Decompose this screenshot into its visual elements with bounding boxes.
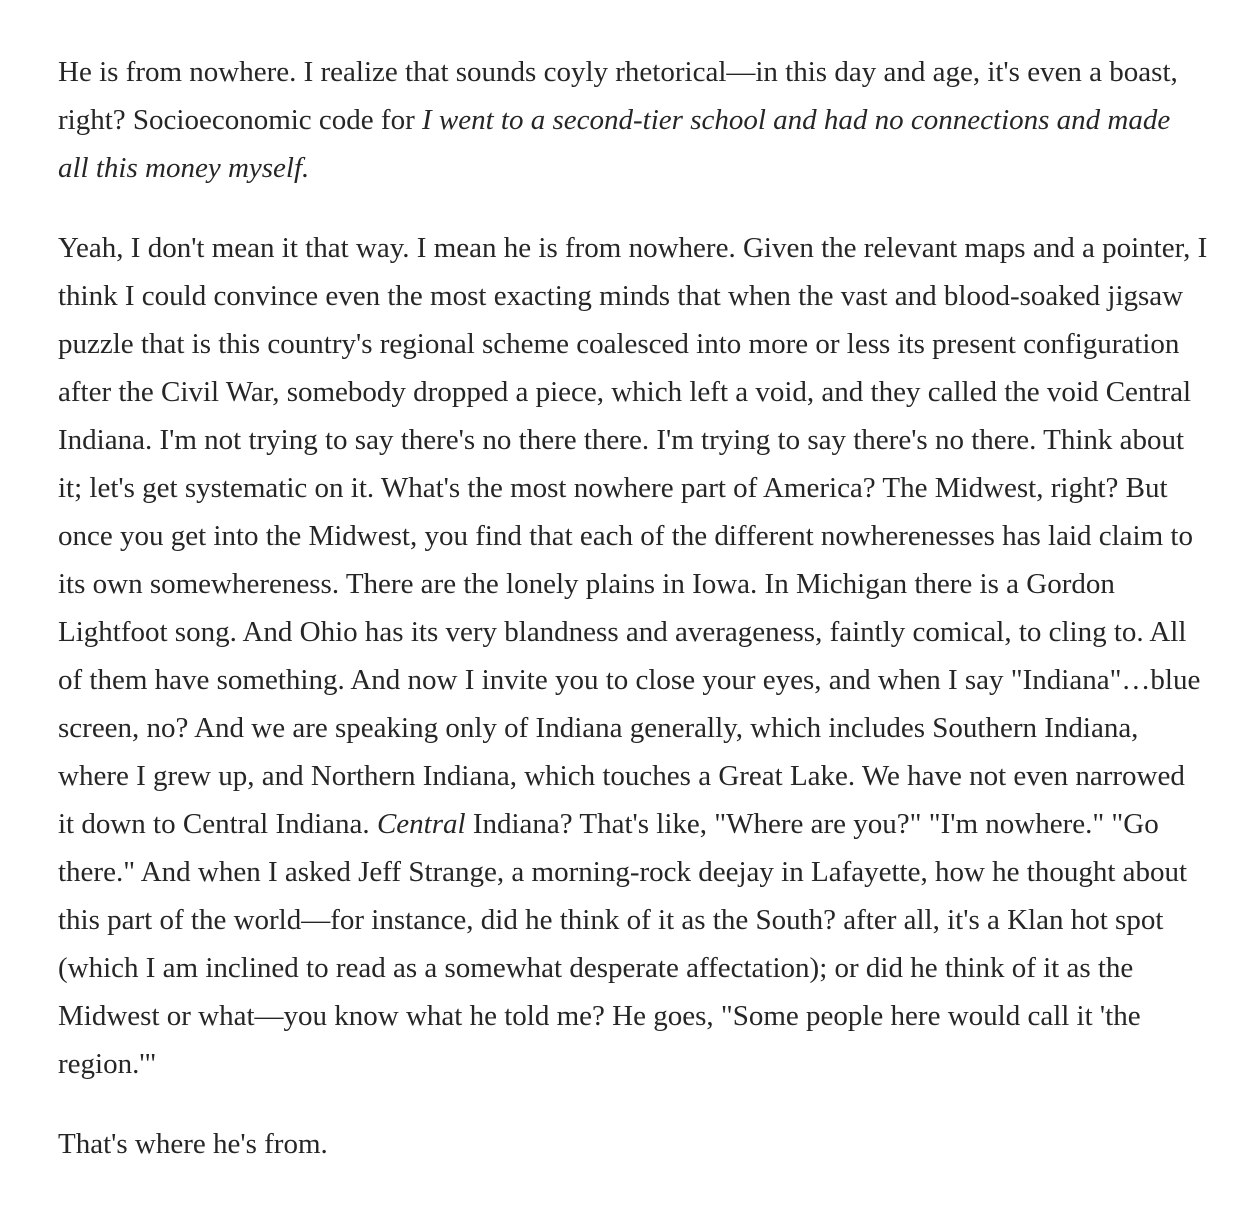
paragraph-3-text: That's where he's from. <box>58 1128 328 1160</box>
paragraph-2 <box>58 224 1208 1088</box>
paragraph-2-text-a: Yeah, I don't mean it that way. I mean he is from nowhere. Given the relevant maps and a pointer, I think I could convince even the most exacting minds that when the vast and blood-soaked jigsaw puzzle that is this country's regional scheme coalesced into more or less its present configuration after the Civil War, somebody dropped a piece, which left a void, and they called the void Central Indiana. I'm not trying to say there's no there there. I'm trying to say there's no there. Think about it; let's get systematic on it. What's the most nowhere part of America? The Midwest, right? But once you get into the Midwest, you find that each of the different nowherenesses has laid claim to its own somewhereness. There are the lonely plains in Iowa. In Michigan there is a Gordon Lightfoot song. And Ohio has its very blandness and averageness, faintly comical, to cling to. All of them have something. And now I invite you to close your eyes, and when I say "Indiana"…blue screen, no? And we are speaking only of Indiana generally, which includes Southern Indiana, where I grew up, and Northern Indiana, which touches a Great Lake. We have not even narrowed it down to Central Indiana. <box>58 232 1208 840</box>
paragraph-1-italic: I went to a second-tier school and had no connections and made all this money myself. <box>58 104 1171 184</box>
paragraph-1 <box>58 48 1208 192</box>
article-body <box>58 48 1208 1168</box>
paragraph-1-text: He is from nowhere. I realize that sounds coyly rhetorical—in this day and age, it's even a boast, right? Socioeconomic code for <box>58 56 1178 136</box>
paragraph-2-text-b: Indiana? That's like, "Where are you?" "I'm nowhere." "Go there." And when I asked Jeff Strange, a morning-rock deejay in Lafayette, how he thought about this part of the world—for instance, did he think of it as the South? after all, it's a Klan hot spot (which I am inclined to read as a somewhat desperate affectation); or did he think of it as the Midwest or what—you know what he told me? He goes, "Some people here would call it 'the region.'" <box>58 808 1188 1080</box>
paragraph-2-italic: Central <box>376 808 466 840</box>
paragraph-3 <box>58 1120 1208 1168</box>
